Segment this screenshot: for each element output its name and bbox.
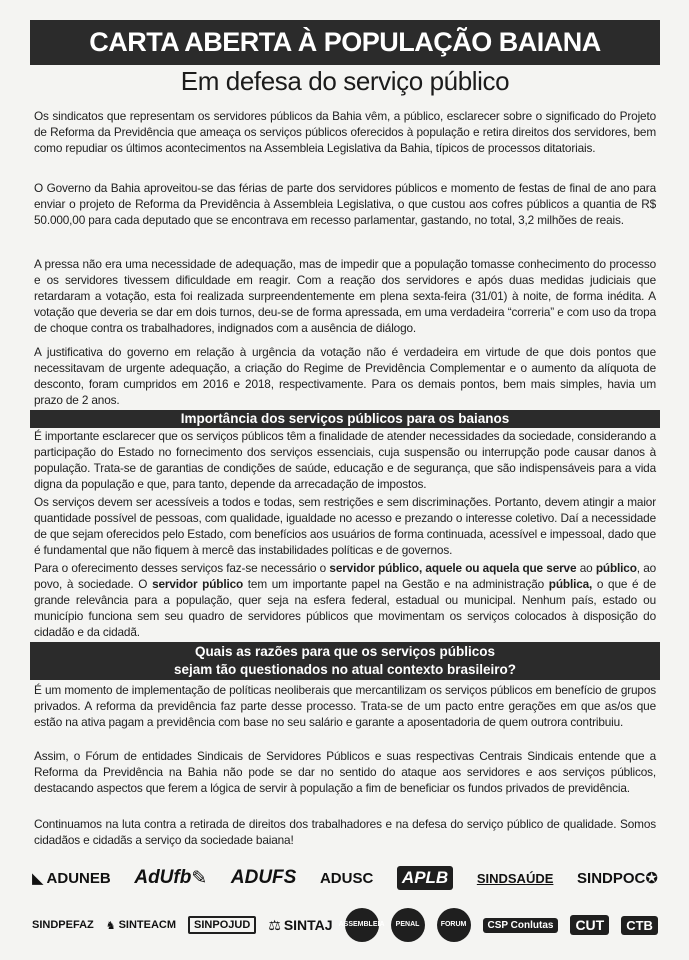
logo-aduneb xyxy=(32,869,111,887)
people-icon: ♞ xyxy=(105,919,116,932)
logo-text: ASSEMBLEIA xyxy=(338,921,385,928)
intro-paragraph-1: Os sindicatos que representam os servidores públicos da Bahia vêm, a público, esclarecer sobre o significado do Projeto de Reforma da Previdência que ameaça os serviços públicos oferecidos à população e retira direitos dos servidores, bem como repudiar os últimos acontecimentos na Assembleia Legislativa da Bahia, típicos de processos ditatoriais. xyxy=(34,109,656,155)
logo-sindpoc xyxy=(577,869,658,887)
section1-block-1 xyxy=(34,428,656,492)
logo-sintaj xyxy=(268,917,332,934)
section-heading-reasons xyxy=(30,642,660,680)
logo-text: SINDPEFAZ xyxy=(32,919,94,931)
logo-aplb xyxy=(397,866,453,890)
logo-text: CTB xyxy=(626,917,653,933)
section2-block-3 xyxy=(34,816,656,848)
logo-sinteacm xyxy=(106,919,176,932)
emphasis-run: servidor público, aquele ou aquela que serve xyxy=(329,561,577,575)
emphasis-run: pública, xyxy=(548,577,593,591)
pen-icon: ✎ xyxy=(191,867,208,889)
union-logos-row-1 xyxy=(32,860,658,896)
logo-text: SINDSAÚDE xyxy=(476,870,554,886)
intro-paragraph-3: A pressa não era uma necessidade de adequação, mas de impedir que a população tomasse conhecimento do processo e os servidores tivessem dificuldade em reagir. Com a reação dos servidores e após duas medidas judiciais que retardaram a votação, esta foi realizada surpreendentemente em plena sexta-feira (31/01) à noite, de forma inédita. A votação que deveria se dar em dois turnos, deu-se de forma apressada, em uma verdadeira “correria” e com uso da tropa de choque contra os trabalhadores, indignados com a ausência de diálogo. xyxy=(34,257,656,335)
title-banner xyxy=(30,20,660,65)
intro-block-2 xyxy=(34,180,656,228)
text-run: , ao povo, à sociedade. O xyxy=(34,561,657,591)
emphasis-run: servidor público xyxy=(152,577,244,591)
star-icon: ✪ xyxy=(645,870,658,887)
section2-block-2 xyxy=(34,748,656,796)
section-heading-line-2: sejam tão questionados no atual contexto brasileiro? xyxy=(173,662,517,677)
section2-block-1 xyxy=(34,682,656,730)
logo-text: AdUfb xyxy=(134,867,192,888)
logo-text: APLB xyxy=(401,868,449,887)
logo-sindpefaz xyxy=(32,919,94,931)
logo-penal xyxy=(391,908,425,942)
logo-text: CSP Conlutas xyxy=(487,919,554,931)
wing-icon: ◣ xyxy=(32,870,44,887)
section-heading-text: Importância dos serviços públicos para os baianos xyxy=(180,411,510,426)
intro-block xyxy=(34,108,656,156)
intro-paragraph-4: A justificativa do governo em relação à urgência da votação não é verdadeira em virtude de que dois pontos que necessitavam de urgente adequação, a criação do Regime de Previdência Complementar e o aumento da alíquota de desconto, foram cumpridos em 2016 e 2018, respectivamente. Para os demais pontos, bem mais simples, havia um prazo de 2 anos. xyxy=(34,345,656,407)
section1-paragraph-3 xyxy=(34,560,656,640)
text-run: ao xyxy=(576,561,596,575)
logo-adufb xyxy=(134,867,207,890)
intro-block-4 xyxy=(34,344,656,408)
section1-paragraph-1: É importante esclarecer que os serviços públicos têm a finalidade de atender necessidades da sociedade, considerando a participação do Estado no fornecimento dos serviços essenciais, cuja suspensão ou interrupção pode causar danos à população. Trata-se de garantias de condições de saúde, educação e de segurança, que são indispensáveis para a vida digna da população e que, para tanto, depende da arrecadação de impostos. xyxy=(34,429,656,491)
section1-block-2 xyxy=(34,494,656,558)
emphasis-run: público xyxy=(595,561,637,575)
text-run: o que é de grande relevância para a população, quer seja na esfera federal, estadual ou municipal. Nenhum país, estado ou município funciona sem seu quadro de servidores públicos que movimentam os serviços colocados à disposição do cidadão e da cidadã. xyxy=(34,577,657,639)
logo-ctb xyxy=(621,916,658,935)
logo-assembleia xyxy=(338,908,385,942)
logo-adusc xyxy=(320,870,373,887)
section1-block-3 xyxy=(34,560,656,640)
logo-text: SINTAJ xyxy=(283,917,333,933)
section1-paragraph-2: Os serviços devem ser acessíveis a todos e todas, sem restrições e sem discriminações. Portanto, devem atingir a maior quantidade possível de pessoas, com qualidade, igualdade no acesso e prezando o interesse coletivo. Daí a necessidade de que sejam oferecidos pelo Estado, com benefícios aos usuários de forma continuada, acessível e impessoal, dado que é fundamental que não fiquem à mercê das instabilidades políticas e de governos. xyxy=(34,495,656,557)
section-heading-importance xyxy=(30,410,660,428)
text-run: Para o oferecimento desses serviços faz-se necessário o xyxy=(34,561,330,575)
intro-block-3 xyxy=(34,256,656,336)
page-subtitle: Em defesa do serviço público xyxy=(180,66,510,96)
section2-paragraph-3: Continuamos na luta contra a retirada de direitos dos trabalhadores e na defesa do serviço público de qualidade. Somos cidadãos e cidadãs a serviço da sociedade baiana! xyxy=(34,817,656,847)
logo-text: ADUSC xyxy=(319,869,374,887)
logo-text: FORUM xyxy=(440,921,467,928)
logo-csp-conlutas xyxy=(483,918,559,933)
logo-text: PENAL xyxy=(395,921,420,928)
logo-text: ADUFS xyxy=(230,867,297,888)
logo-text: SINDPOC xyxy=(577,869,646,887)
scales-icon: ⚖ xyxy=(268,916,281,933)
section-heading-line-1: Quais as razões para que os serviços públicos xyxy=(194,644,496,659)
logo-text: ADUNEB xyxy=(46,869,111,887)
section2-paragraph-1: É um momento de implementação de políticas neoliberais que mercantilizam os serviços públicos em benefício de grupos privados. A reforma da previdência faz parte desse processo. Trata-se de um pacto entre gerações em que as/os que estão na ativa pagam a previdência com base no seu salário e garante a aposentadoria de quem outrora contribuiu. xyxy=(34,683,656,729)
logo-forum xyxy=(437,908,471,942)
union-logos-row-2 xyxy=(32,902,658,948)
text-run: tem um importante papel na Gestão e na administração xyxy=(243,577,549,591)
logo-text: SINPOJUD xyxy=(194,919,251,931)
section2-paragraph-2: Assim, o Fórum de entidades Sindicais de Servidores Públicos e suas respectivas Centrais Sindicais entende que a Reforma da Previdência na Bahia não pode se dar no sentido do ataque aos servidores e aos serviços públicos, destacando aspectos que ferem a lógica de servir à população a fim de beneficiar os fundos privados de previdência. xyxy=(34,749,656,795)
logo-sindsaude xyxy=(477,871,554,886)
page-title: CARTA ABERTA À POPULAÇÃO BAIANA xyxy=(89,27,601,57)
logo-cut xyxy=(570,915,609,935)
logo-adufs xyxy=(231,867,296,889)
intro-paragraph-2: O Governo da Bahia aproveitou-se das férias de parte dos servidores públicos e momento de festas de final de ano para enviar o projeto de Reforma da Previdência à Assembleia Legislativa, o que custou aos cofres públicos a quantia de R$ 50.000,00 para cada deputado que se encontrava em recesso parlamentar, gastando, no total, 3,2 milhões de reais. xyxy=(34,181,656,227)
logo-text: SINTEACM xyxy=(118,919,177,931)
logo-sinpojud xyxy=(188,916,256,934)
logo-text: CUT xyxy=(575,917,605,933)
